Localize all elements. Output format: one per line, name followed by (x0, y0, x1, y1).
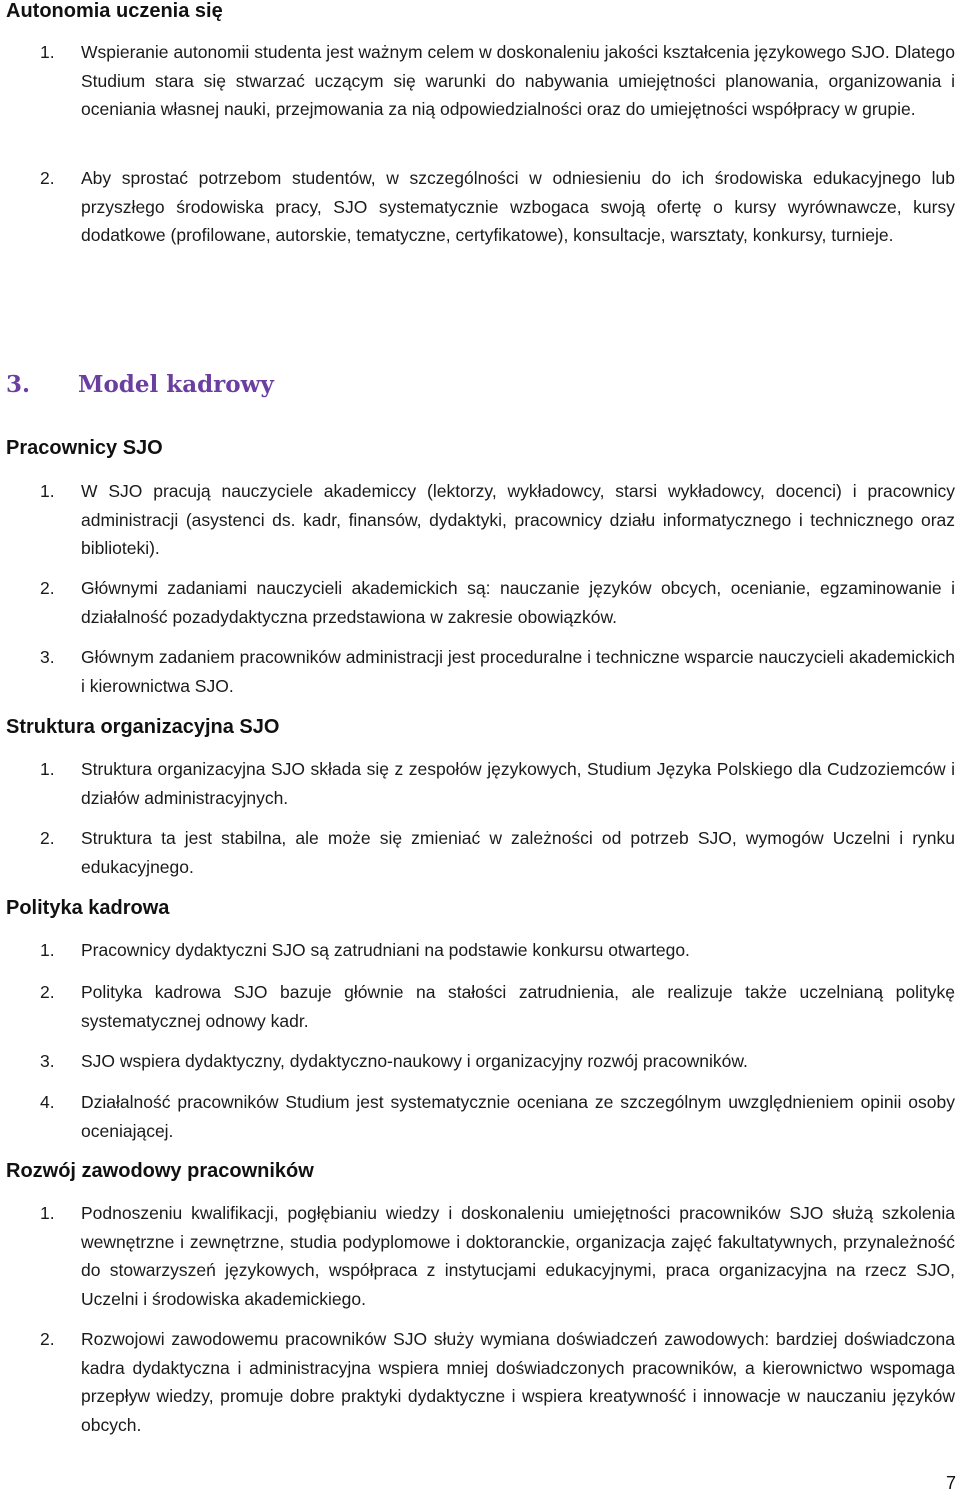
list-number: 2. (40, 168, 55, 188)
list-number: 4. (40, 1092, 55, 1112)
list-number: 2. (40, 1329, 55, 1349)
list-text: Działalność pracowników Studium jest systematycznie oceniana ze szczególnym uwzględnieniem opinii osoby oceniającej. (81, 1092, 955, 1141)
subheading-structure: Struktura organizacyjna SJO (6, 716, 280, 738)
list-text: SJO wspiera dydaktyczny, dydaktyczno-naukowy i organizacyjny rozwój pracowników. (81, 1051, 748, 1071)
list-number: 1. (40, 1203, 55, 1223)
list-number: 1. (40, 759, 55, 779)
subheading-policy: Polityka kadrowa (6, 897, 170, 919)
list-text: Wspieranie autonomii studenta jest ważnym celem w doskonaleniu jakości kształcenia językowego SJO. Dlatego Studium stara się stwarzać uczącym się warunki do nabywania umiejętności planowania, organizowania i oceniania własnej nauki, przejmowania za nią odpowiedzialności oraz do umiejętności współpracy w grupie. (81, 42, 955, 120)
list-text: Głównym zadaniem pracowników administracji jest proceduralne i techniczne wsparcie nauczycieli akademickich i kierownictwa SJO. (81, 647, 955, 696)
list-text: Pracownicy dydaktyczni SJO są zatrudniani na podstawie konkursu otwartego. (81, 940, 690, 960)
subheading-autonomy: Autonomia uczenia się (6, 0, 223, 22)
list-text: Głównymi zadaniami nauczycieli akademickich są: nauczanie języków obcych, ocenianie, egzaminowanie i działalność pozadydaktyczna przedstawiona w zakresie obowiązków. (81, 578, 955, 627)
subheading-staff: Pracownicy SJO (6, 437, 163, 459)
list-number: 1. (40, 42, 55, 62)
list-text: W SJO pracują nauczyciele akademiccy (lektorzy, wykładowcy, starsi wykładowcy, docenci) i pracownicy administracji (asystenci ds. kadr, finansów, dydaktyki, pracownicy działu informatycznego i technicznego oraz biblioteki). (81, 481, 955, 559)
section-heading (6, 371, 274, 398)
section-number: 3. (6, 371, 31, 398)
section-title: Model kadrowy (78, 371, 274, 398)
list-text: Struktura organizacyjna SJO składa się z zespołów językowych, Studium Języka Polskiego dla Cudzoziemców i działów administracyjnych. (81, 759, 955, 808)
list-text: Rozwojowi zawodowemu pracowników SJO służy wymiana doświadczeń zawodowych: bardziej doświadczona kadra dydaktyczna i administracyjna wspiera mniej doświadczonych pracowników, a kierownictwo wspomaga przepływ wiedzy, promuje dobre praktyki dydaktyczne i wspiera kreatywność i innowacje w nauczaniu języków obcych. (81, 1329, 955, 1436)
list-number: 2. (40, 578, 55, 598)
list-text: Podnoszeniu kwalifikacji, pogłębianiu wiedzy i doskonaleniu umiejętności pracowników SJO służą szkolenia wewnętrzne i zewnętrzne, studia podyplomowe i doktoranckie, organizacja zajęć fakultatywnych, przynależność do stowarzyszeń językowych, współpraca z instytucjami edukacyjnymi, praca organizacyjna na rzecz SJO, Uczelni i środowiska akademickiego. (81, 1203, 955, 1310)
list-number: 2. (40, 982, 55, 1002)
list-number: 3. (40, 1051, 55, 1071)
list-text: Aby sprostać potrzebom studentów, w szczególności w odniesieniu do ich środowiska edukacyjnego lub przyszłego środowiska pracy, SJO systematycznie wzbogaca swoją ofertę o kursy wyrównawcze, kursy dodatkowe (profilowane, autorskie, tematyczne, certyfikatowe), konsultacje, warsztaty, konkursy, turnieje. (81, 168, 955, 246)
subheading-development: Rozwój zawodowy pracowników (6, 1160, 314, 1182)
list-number: 1. (40, 940, 55, 960)
list-number: 1. (40, 481, 55, 501)
page-number: 7 (945, 1473, 956, 1493)
list-number: 3. (40, 647, 55, 667)
list-number: 2. (40, 828, 55, 848)
list-text: Polityka kadrowa SJO bazuje głównie na stałości zatrudnienia, ale realizuje także uczelnianą politykę systematycznej odnowy kadr. (81, 982, 955, 1031)
list-text: Struktura ta jest stabilna, ale może się zmieniać w zależności od potrzeb SJO, wymogów Uczelni i rynku edukacyjnego. (81, 828, 955, 877)
